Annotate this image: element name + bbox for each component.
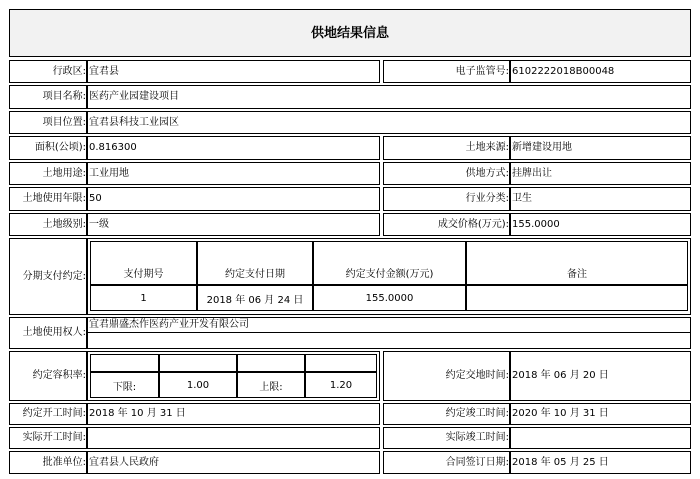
land-use-value: 工业用地 — [87, 162, 380, 185]
installment-cell-period: 1 — [90, 285, 197, 311]
plot-ratio-blank-3 — [237, 354, 305, 372]
land-level-label: 土地级别: — [9, 213, 87, 236]
industry-label: 行业分类: — [383, 187, 510, 211]
plot-ratio-upper-value: 1.20 — [305, 372, 377, 398]
district-label: 行政区: — [9, 60, 87, 83]
actual-start-label: 实际开工时间: — [9, 427, 87, 449]
land-source-label: 土地来源: — [383, 136, 510, 160]
contract-date-label: 合同签订日期: — [383, 451, 510, 474]
plot-ratio-lower-label: 下限: — [90, 372, 159, 398]
supervision-no-label: 电子监管号: — [383, 60, 510, 83]
plot-ratio-label: 约定容积率: — [9, 351, 87, 401]
plot-ratio-blank-1 — [90, 354, 159, 372]
supervision-no-value: 6102222018B00048 — [510, 60, 691, 83]
actual-start-value — [87, 427, 380, 449]
supply-method-value: 挂牌出让 — [510, 162, 691, 185]
actual-finish-value — [510, 427, 691, 449]
installment-label: 分期支付约定: — [9, 238, 87, 315]
area-value: 0.816300 — [87, 136, 380, 160]
installment-header-remark: 备注 — [466, 241, 688, 285]
price-value: 155.0000 — [510, 213, 691, 236]
land-source-value: 新增建设用地 — [510, 136, 691, 160]
land-use-label: 土地用途: — [9, 162, 87, 185]
plot-ratio-blank-2 — [159, 354, 237, 372]
approver-label: 批准单位: — [9, 451, 87, 474]
approver-value: 宜君县人民政府 — [87, 451, 380, 474]
plot-ratio-lower-value: 1.00 — [159, 372, 237, 398]
finish-date-value: 2020 年 10 月 31 日 — [510, 403, 691, 425]
installment-header-period: 支付期号 — [90, 241, 197, 285]
installment-header-amount: 约定支付金额(万元) — [313, 241, 466, 285]
page-title: 供地结果信息 — [9, 9, 691, 57]
handover-date-label: 约定交地时间: — [383, 351, 510, 401]
project-name-value: 医药产业园建设项目 — [87, 85, 691, 109]
project-location-value: 宜君县科技工业园区 — [87, 111, 691, 134]
project-location-label: 项目位置: — [9, 111, 87, 134]
land-user-value: 宜君鼎盛杰作医药产业开发有限公司 — [87, 317, 691, 349]
use-years-value: 50 — [87, 187, 380, 211]
plot-ratio-upper-label: 上限: — [237, 372, 305, 398]
installment-cell-amount: 155.0000 — [313, 285, 466, 311]
handover-date-value: 2018 年 06 月 20 日 — [510, 351, 691, 401]
actual-finish-label: 实际竣工时间: — [383, 427, 510, 449]
start-date-label: 约定开工时间: — [9, 403, 87, 425]
contract-date-value: 2018 年 05 月 25 日 — [510, 451, 691, 474]
land-user-divider — [88, 332, 690, 333]
area-label: 面积(公顷): — [9, 136, 87, 160]
start-date-value: 2018 年 10 月 31 日 — [87, 403, 380, 425]
installment-header-date: 约定支付日期 — [197, 241, 313, 285]
district-value: 宜君县 — [87, 60, 380, 83]
land-level-value: 一级 — [87, 213, 380, 236]
use-years-label: 土地使用年限: — [9, 187, 87, 211]
plot-ratio-blank-4 — [305, 354, 377, 372]
industry-value: 卫生 — [510, 187, 691, 211]
finish-date-label: 约定竣工时间: — [383, 403, 510, 425]
project-name-label: 项目名称: — [9, 85, 87, 109]
installment-cell-date: 2018 年 06 月 24 日 — [197, 285, 313, 311]
installment-cell-remark — [466, 285, 688, 311]
price-label: 成交价格(万元): — [383, 213, 510, 236]
land-user-label: 土地使用权人: — [9, 317, 87, 349]
supply-method-label: 供地方式: — [383, 162, 510, 185]
